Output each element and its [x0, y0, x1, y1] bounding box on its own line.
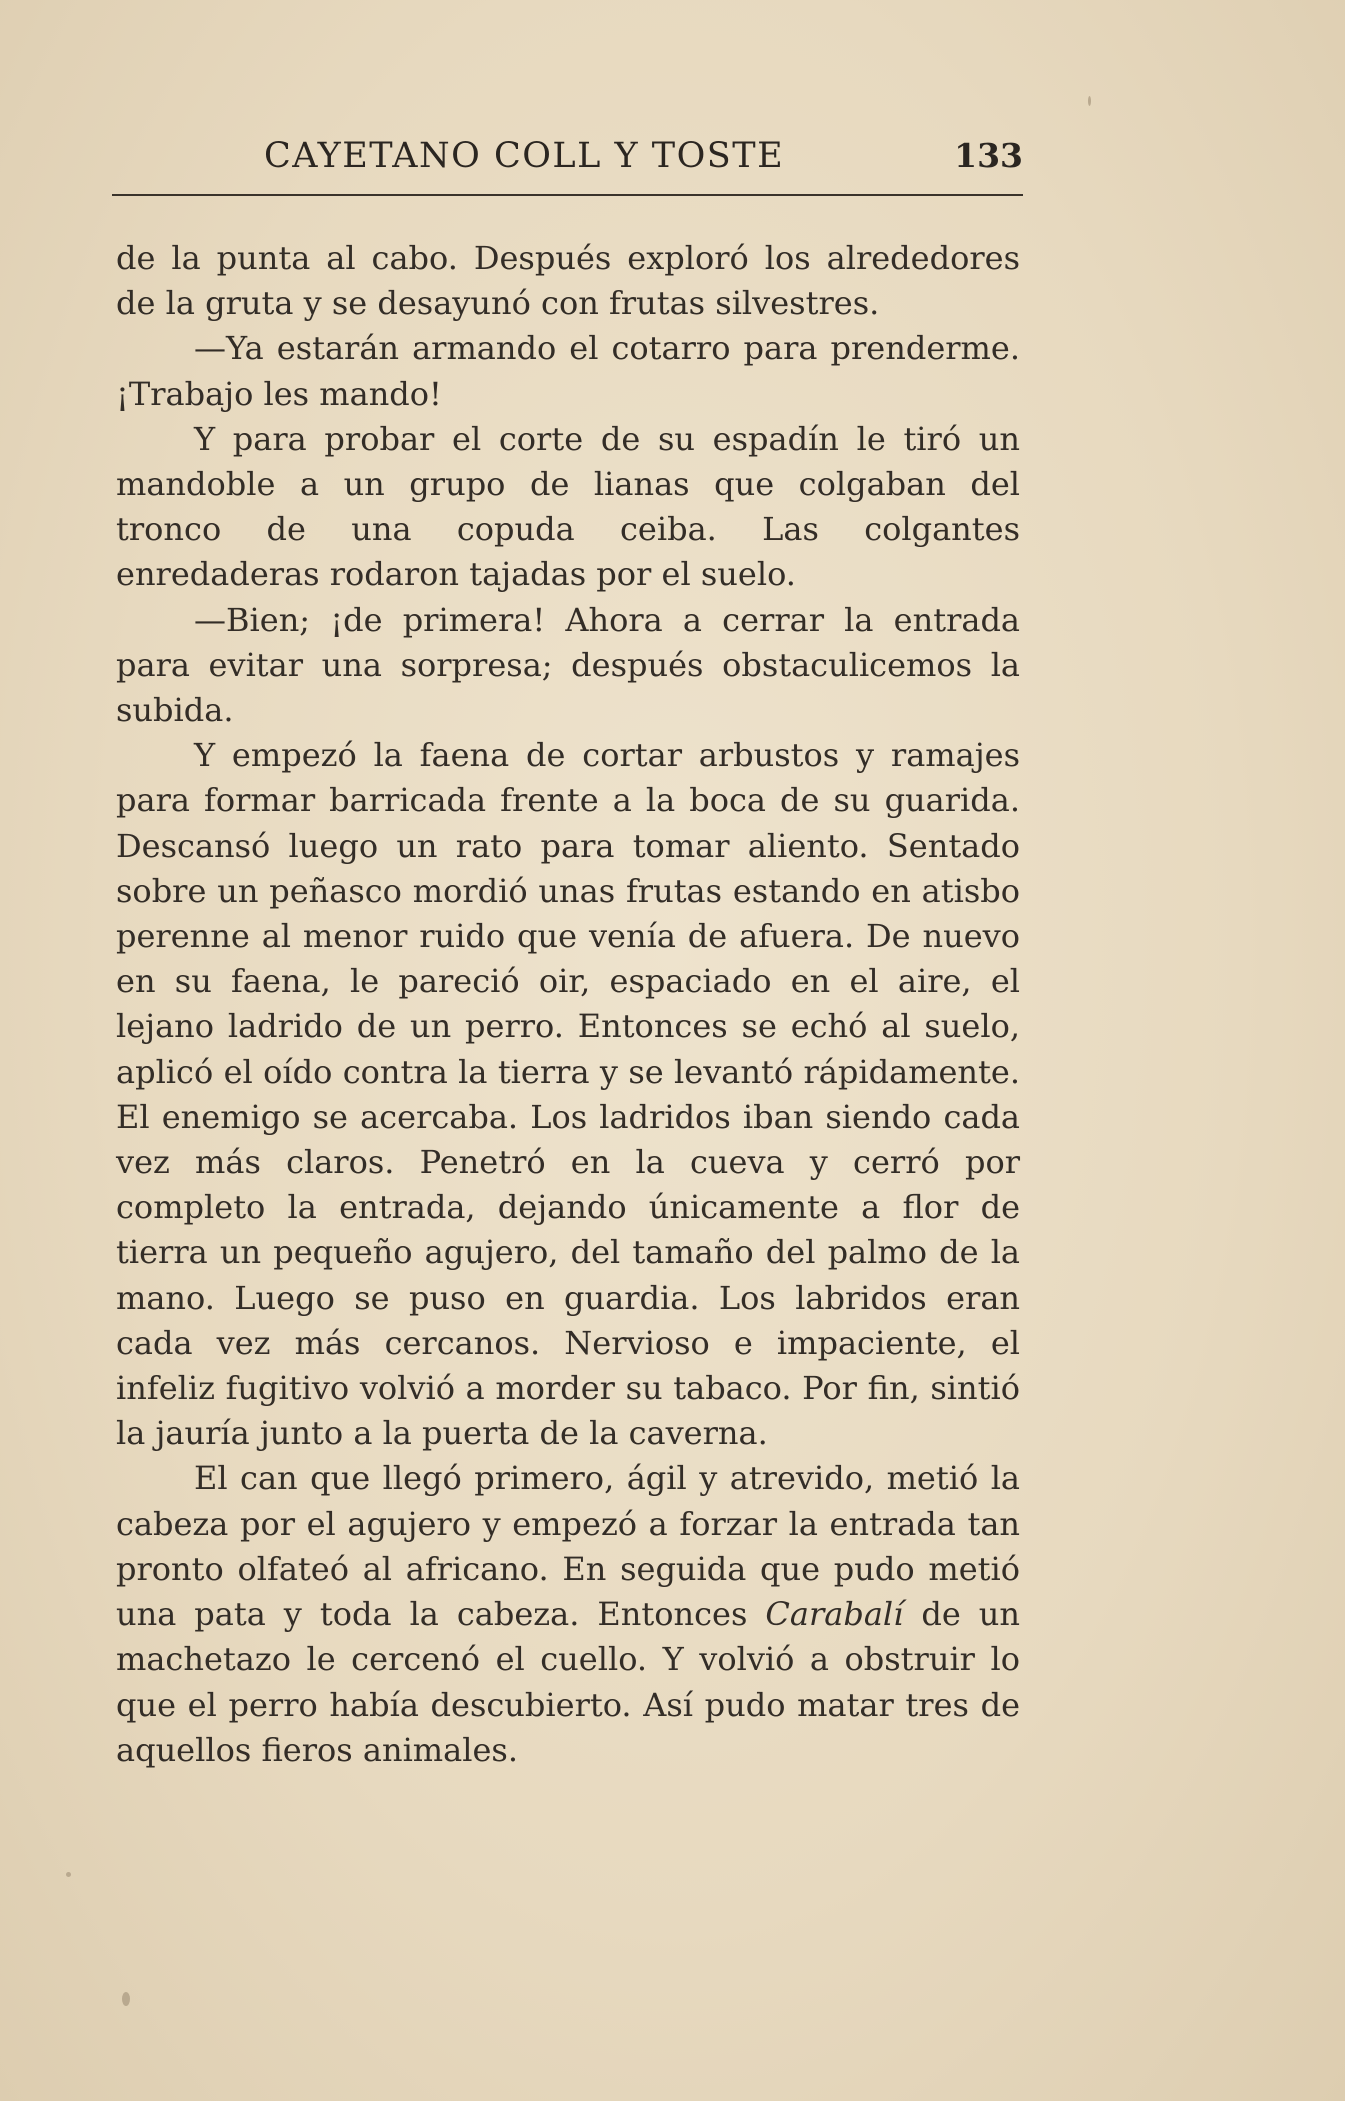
header-rule [112, 194, 1023, 196]
paper-speck [1088, 96, 1091, 106]
italic-name: Carabalí [765, 1595, 904, 1634]
running-head [112, 136, 1023, 196]
paragraph: Y empezó la faena de cortar arbustos y ramajes para formar barricada frente a la boca de su guarida. Descansó luego un rato para tomar aliento. Sentado sobre un peñasco mordió unas frutas estando en atisbo perenne al menor ruido que venía de afuera. De nuevo en su faena, le pareció oir, espaciado en el aire, el lejano ladrido de un perro. Entonces se echó al suelo, aplicó el oído contra la tierra y se levantó rápidamente. El enemigo se acercaba. Los ladridos iban siendo cada vez más claros. Penetró en la cueva y cerró por completo la entrada, dejando únicamente a flor de tierra un pequeño agujero, del tamaño del palmo de la mano. Luego se puso en guardia. Los labridos eran cada vez más cercanos. Nervioso e impaciente, el infeliz fugitivo volvió a morder su tabaco. Por fin, sintió la jauría junto a la puerta de la caverna. [116, 736, 1020, 1453]
paragraph-text-before-name: El can que llegó primero, ágil y atrevido, metió la cabeza por el agujero y empezó a forzar la entrada tan pronto olfateó al africano. En seguida que pudo metió una pata y toda la cabeza. Entonces [116, 1459, 1020, 1634]
running-title: CAYETANO COLL Y TOSTE [264, 136, 785, 176]
paragraph: de la punta al cabo. Después exploró los alrededores de la gruta y se desayunó con frutas silvestres. [116, 239, 1020, 323]
body-text [116, 236, 1020, 1773]
paragraph: —Bien; ¡de primera! Ahora a cerrar la entrada para evitar una sorpresa; después obstaculicemos la subida. [116, 600, 1020, 730]
page-number: 133 [954, 136, 1023, 175]
paper-speck [66, 1872, 71, 1877]
paper-speck [122, 1992, 130, 2006]
paragraph: Y para probar el corte de su espadín le tiró un mandoble a un grupo de lianas que colgaban del tronco de una copuda ceiba. Las colgantes enredaderas rodaron tajadas por el suelo. [116, 419, 1020, 594]
paragraph: —Ya estarán armando el cotarro para prenderme. ¡Trabajo les mando! [116, 329, 1020, 413]
paragraph-text-after-name: de un machetazo le cercenó el cuello. Y volvió a obstruir lo que el perro había descubierto. Así pudo matar tres de aquellos fieros animales. [116, 1595, 1020, 1769]
paragraph [116, 1456, 1020, 1772]
